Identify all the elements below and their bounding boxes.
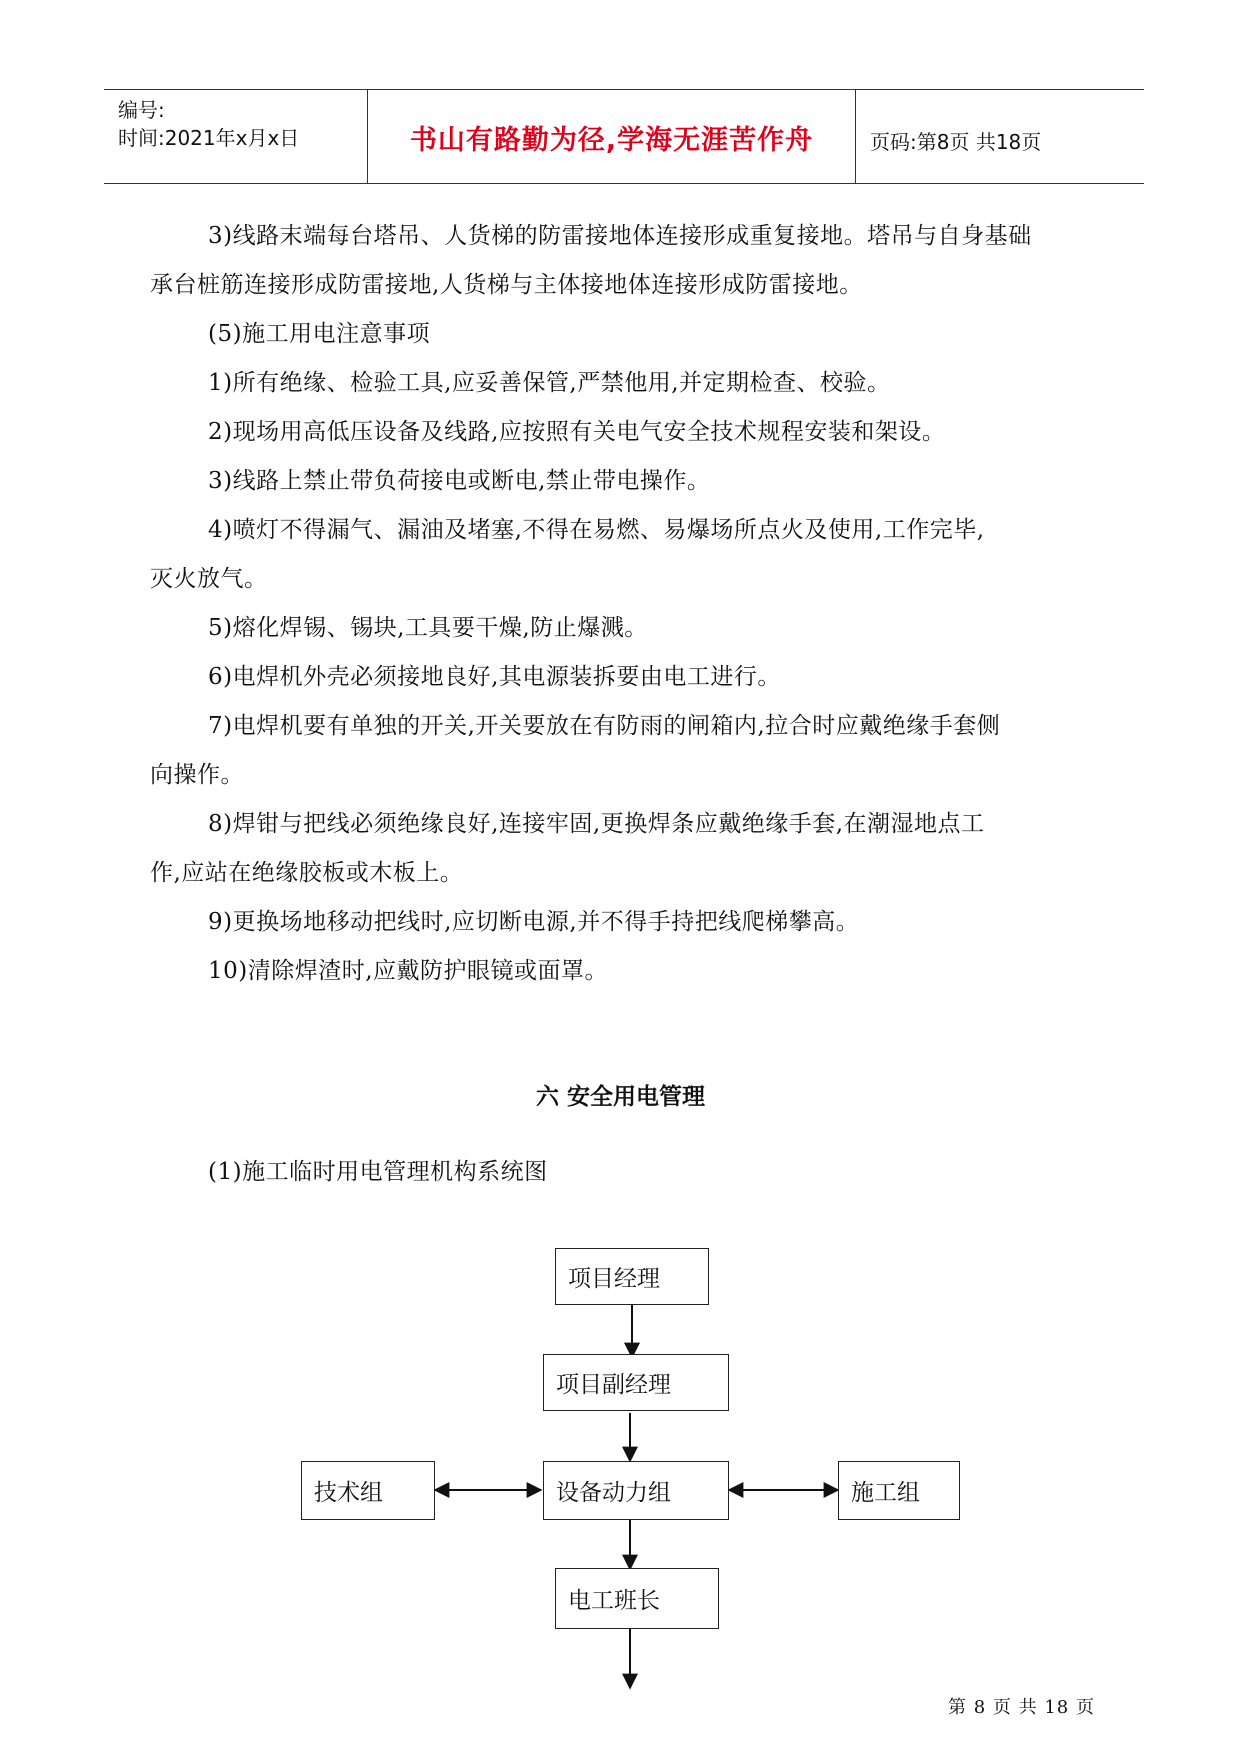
paragraph-line: 3)线路上禁止带负荷接电或断电,禁止带电操作。	[208, 468, 711, 494]
org-box-label: 项目经理	[568, 1266, 660, 1292]
org-box-project-manager	[555, 1248, 709, 1305]
paragraph-line: 7)电焊机要有单独的开关,开关要放在有防雨的闸箱内,拉合时应戴绝缘手套侧	[208, 713, 1001, 739]
document-time-label: 时间:2021年x月x日	[118, 126, 300, 150]
paragraph-line: 10)清除焊渣时,应戴防护眼镜或面罩。	[208, 958, 609, 984]
header-motto: 书山有路勤为径,学海无涯苦作舟	[409, 125, 814, 156]
paragraph-line: 向操作。	[150, 762, 244, 788]
paragraph-line: (5)施工用电注意事项	[208, 321, 431, 347]
paragraph-line: 5)熔化焊锡、锡块,工具要干燥,防止爆溅。	[208, 615, 648, 641]
paragraph-line: 承台桩筋连接形成防雷接地,人货梯与主体接地体连接形成防雷接地。	[150, 272, 863, 298]
org-box-construction-group	[838, 1461, 960, 1520]
subheading-text: (1)施工临时用电管理机构系统图	[208, 1159, 548, 1185]
paragraph-line: 3)线路末端每台塔吊、人货梯的防雷接地体连接形成重复接地。塔吊与自身基础	[208, 223, 1032, 249]
org-box-label: 电工班长	[568, 1588, 660, 1614]
header-page-number: 页码:第8页 共18页	[870, 130, 1042, 154]
org-box-label: 项目副经理	[556, 1372, 671, 1398]
org-box-electrician-lead	[555, 1568, 719, 1629]
org-box-label: 施工组	[851, 1480, 920, 1506]
document-number-label: 编号:	[118, 98, 165, 122]
paragraph-line: 灭火放气。	[150, 566, 268, 592]
org-box-deputy-manager	[543, 1354, 729, 1411]
paragraph-line: 2)现场用高低压设备及线路,应按照有关电气安全技术规程安装和架设。	[208, 419, 946, 445]
paragraph-line: 6)电焊机外壳必须接地良好,其电源装拆要由电工进行。	[208, 664, 781, 690]
org-box-equipment-group	[543, 1461, 729, 1520]
paragraph-line: 1)所有绝缘、检验工具,应妥善保管,严禁他用,并定期检查、校验。	[208, 370, 891, 396]
org-box-label: 设备动力组	[556, 1480, 671, 1506]
paragraph-line: 9)更换场地移动把线时,应切断电源,并不得手持把线爬梯攀高。	[208, 909, 860, 935]
paragraph-line: 8)焊钳与把线必须绝缘良好,连接牢固,更换焊条应戴绝缘手套,在潮湿地点工	[208, 811, 985, 837]
paragraph-line: 作,应站在绝缘胶板或木板上。	[150, 860, 464, 886]
page-footer: 第 8 页 共 18 页	[948, 1697, 1095, 1718]
section-title: 六 安全用电管理	[535, 1084, 705, 1110]
paragraph-line: 4)喷灯不得漏气、漏油及堵塞,不得在易燃、易爆场所点火及使用,工作完毕,	[208, 517, 985, 543]
org-box-label: 技术组	[314, 1480, 383, 1506]
org-box-technical-group	[301, 1461, 435, 1520]
